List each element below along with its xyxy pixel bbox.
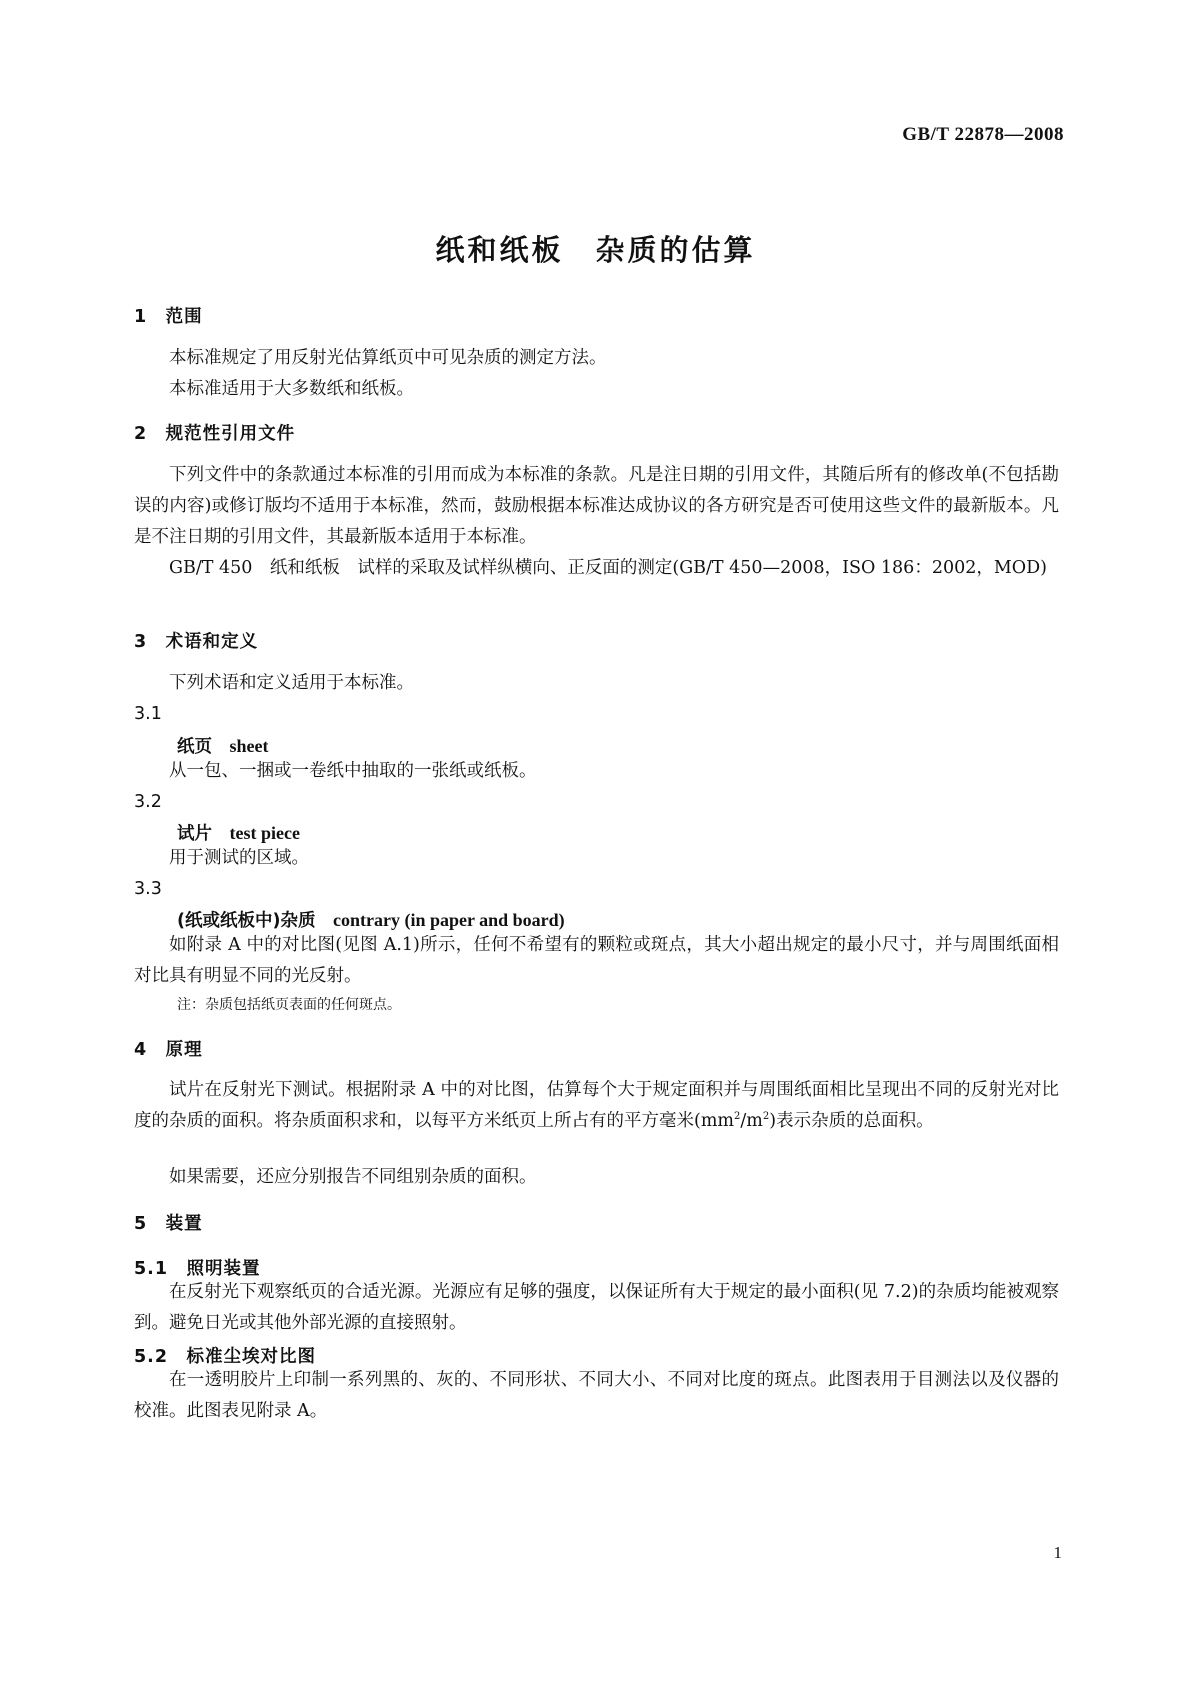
section-3-heading: 3 术语和定义: [134, 632, 259, 652]
term-3-2-definition: 用于测试的区域。: [169, 848, 309, 868]
term-3-2-cn: 试片: [177, 824, 212, 844]
term-3-3-note: 注：杂质包括纸页表面的任何斑点。: [177, 997, 401, 1013]
section-4-p1-part-c: )表示杂质的总面积。: [769, 1111, 934, 1131]
term-3-3-number: 3.3: [134, 879, 162, 899]
section-4-paragraph-2: 如果需要，还应分别报告不同组别杂质的面积。: [169, 1167, 537, 1187]
section-4-heading: 4 原理: [134, 1040, 203, 1060]
term-3-3-definition: 如附录 A 中的对比图(见图 A.1)所示，任何不希望有的颗粒或斑点，其大小超出规定的最小尺寸，并与周围纸面相对比具有明显不同的光反射。: [134, 935, 1059, 986]
term-3-2-en: test piece: [229, 823, 300, 843]
section-4-p1-part-a: 试片在反射光下测试。根据附录 A 中的对比图，估算每个大于规定面积并与周围纸面相比呈现出不同的反射光对比度的杂质的面积。将杂质面积求和，以每平方米纸页上所占有的平方毫米(mm: [134, 1080, 1059, 1131]
section-3-intro: 下列术语和定义适用于本标准。: [169, 673, 414, 693]
term-3-1: [177, 733, 269, 758]
term-3-3-cn: (纸或纸板中)杂质: [177, 911, 316, 931]
page-number: 1: [1053, 1543, 1062, 1562]
section-4-paragraph-1: [134, 1075, 1059, 1137]
section-2-paragraph-1: 下列文件中的条款通过本标准的引用而成为本标准的条款。凡是注日期的引用文件，其随后所有的修改单(不包括勘误的内容)或修订版均不适用于本标准，然而，鼓励根据本标准达成协议的各方研究是否可使用这些文件的最新版本。凡是不注日期的引用文件，其最新版本适用于本标准。: [134, 465, 1059, 547]
section-5-1-paragraph: 在反射光下观察纸页的合适光源。光源应有足够的强度，以保证所有大于规定的最小面积(见 7.2)的杂质均能被观察到。避免日光或其他外部光源的直接照射。: [134, 1282, 1059, 1333]
section-2-heading: 2 规范性引用文件: [134, 424, 296, 444]
unit-superscript-1: 2: [734, 1111, 741, 1123]
term-3-3-en: contrary (in paper and board): [333, 910, 565, 930]
term-3-1-number: 3.1: [134, 704, 162, 724]
term-3-1-cn: 纸页: [177, 737, 212, 757]
section-5-1-heading: 5.1 照明装置: [134, 1259, 261, 1279]
term-3-1-definition: 从一包、一捆或一卷纸中抽取的一张纸或纸板。: [169, 761, 537, 781]
standard-number: GB/T 22878—2008: [902, 124, 1064, 145]
term-3-3: [177, 907, 565, 932]
term-3-1-en: sheet: [229, 736, 269, 756]
section-5-heading: 5 装置: [134, 1214, 203, 1234]
section-5-2-paragraph: 在一透明胶片上印制一系列黑的、灰的、不同形状、不同大小、不同对比度的斑点。此图表用于目测法以及仪器的校准。此图表见附录 A。: [134, 1370, 1059, 1421]
section-4-p1-part-b: /m: [740, 1111, 763, 1131]
section-1-paragraph-2: 本标准适用于大多数纸和纸板。: [169, 379, 414, 399]
section-5-2-heading: 5.2 标准尘埃对比图: [134, 1347, 317, 1367]
section-2-paragraph-2: GB/T 450 纸和纸板 试样的采取及试样纵横向、正反面的测定(GB/T 450—2008，ISO 186：2002，MOD): [169, 558, 1047, 578]
section-1-paragraph-1: 本标准规定了用反射光估算纸页中可见杂质的测定方法。: [169, 348, 607, 368]
document-title: 纸和纸板 杂质的估算: [435, 233, 756, 267]
unit-superscript-2: 2: [762, 1111, 770, 1123]
section-1-heading: 1 范围: [134, 307, 203, 327]
term-3-2-number: 3.2: [134, 792, 162, 812]
term-3-2: [177, 820, 300, 845]
